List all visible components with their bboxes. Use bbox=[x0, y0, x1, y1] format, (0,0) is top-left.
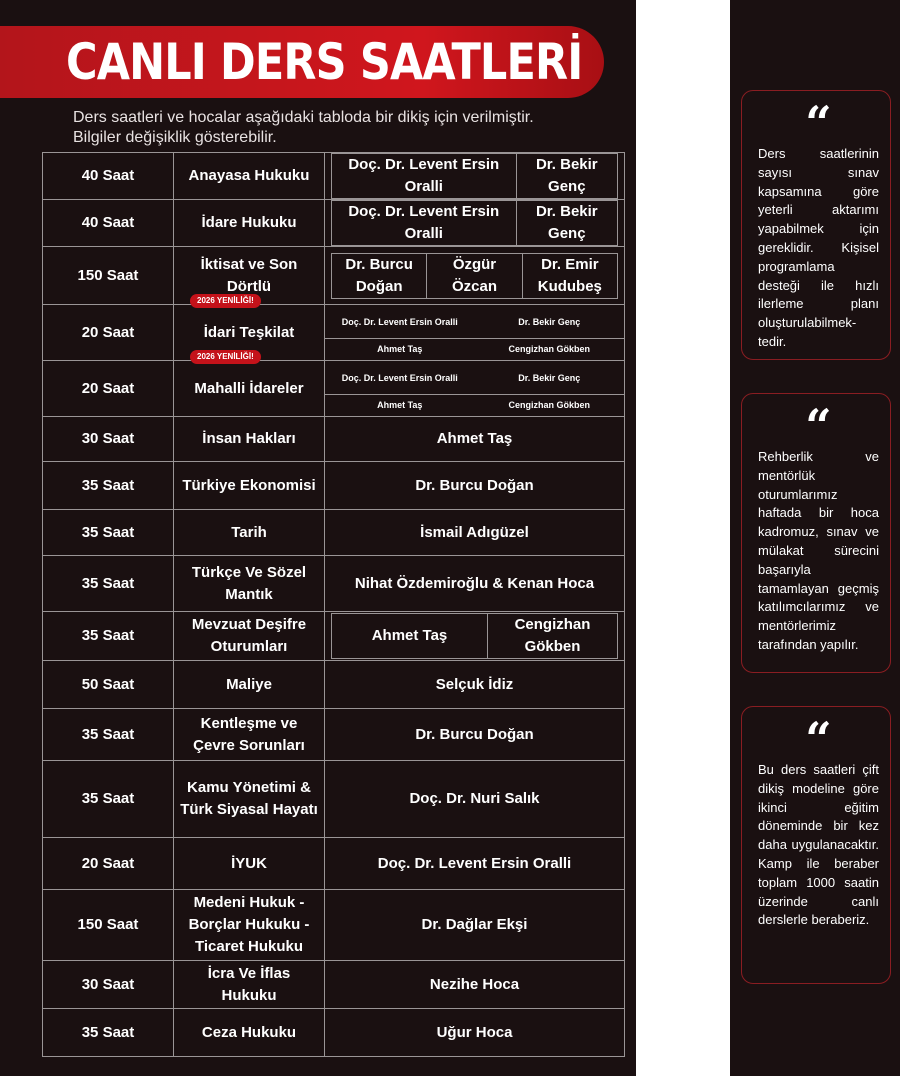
info-card bbox=[741, 90, 891, 360]
instructor-name: Ahmet Taş bbox=[332, 614, 488, 659]
instructor-name: Cengizhan Gökben bbox=[488, 614, 618, 659]
card-text: Ders saatlerinin sayısı sınav kapsamına göre yeterli aktarımı yapabilmek için gereklidir. Kişisel programlama desteği ile hızlı ilerleme planı oluşturulabilmek-tedir. bbox=[758, 146, 879, 349]
page-title: CANLI DERS SAATLERİ bbox=[66, 33, 583, 91]
instructor-cell bbox=[325, 612, 625, 661]
instructor-name: Doç. Dr. Levent Ersin Oralli bbox=[341, 316, 458, 327]
instructor-cell bbox=[325, 247, 625, 305]
instructor-cell: Dr. Burcu Doğan bbox=[325, 709, 625, 761]
new-badge: 2026 YENİLİĞİ! bbox=[190, 294, 261, 308]
table-row bbox=[43, 838, 625, 890]
card-text: Bu ders saatleri çift dikiş modeline göre ikinci eğitim döneminde bir kez daha uygulanacaktır. Kamp ile beraber toplam 1000 saatin üzerinde canlı derslerle beraberiz. bbox=[758, 762, 879, 928]
subject-cell: İYUK bbox=[174, 838, 325, 890]
subject-cell: İcra Ve İflas Hukuku bbox=[174, 961, 325, 1009]
instructor-name: Ahmet Taş bbox=[377, 399, 423, 410]
instructor-name: Dr. Emir Kudubeş bbox=[522, 253, 617, 298]
instructor-name: Özgür Özcan bbox=[427, 253, 522, 298]
instructor-cell bbox=[325, 153, 625, 200]
subject-label: İdari Teşkilat bbox=[203, 323, 295, 341]
subject-cell bbox=[174, 352, 325, 417]
subject-cell: Tarih bbox=[174, 510, 325, 556]
hours-cell: 150 Saat bbox=[43, 247, 174, 305]
table-row bbox=[43, 462, 625, 510]
table-row bbox=[43, 890, 625, 961]
hours-cell: 20 Saat bbox=[43, 838, 174, 890]
hours-cell: 20 Saat bbox=[43, 305, 174, 361]
table-row bbox=[43, 1009, 625, 1057]
white-strip bbox=[636, 0, 730, 1076]
table-row bbox=[43, 612, 625, 661]
subject-cell: Türkçe Ve Sözel Mantık bbox=[174, 556, 325, 612]
subject-cell: Kamu Yönetimi & Türk Siyasal Hayatı bbox=[174, 761, 325, 838]
instructor-cell: Uğur Hoca bbox=[325, 1009, 625, 1057]
subject-cell: İnsan Hakları bbox=[174, 417, 325, 462]
subject-cell: İdare Hukuku bbox=[174, 200, 325, 247]
table-row bbox=[43, 961, 625, 1009]
hours-cell: 35 Saat bbox=[43, 1009, 174, 1057]
instructor-cell bbox=[325, 361, 625, 417]
hours-cell: 40 Saat bbox=[43, 200, 174, 247]
instructor-name: Cengizhan Gökben bbox=[508, 343, 590, 354]
table-row bbox=[43, 200, 625, 247]
subject-cell: İktisat ve Son Dörtlü bbox=[174, 247, 325, 305]
hours-cell: 35 Saat bbox=[43, 761, 174, 838]
hours-cell: 35 Saat bbox=[43, 462, 174, 510]
subject-cell: Türkiye Ekonomisi bbox=[174, 462, 325, 510]
instructor-name: Dr. Bekir Genç bbox=[518, 372, 581, 383]
quote-icon: “ bbox=[805, 399, 832, 453]
instructor-cell bbox=[325, 200, 625, 247]
hours-cell: 150 Saat bbox=[43, 890, 174, 961]
table-row bbox=[43, 510, 625, 556]
hours-cell: 35 Saat bbox=[43, 556, 174, 612]
instructor-cell: Dr. Burcu Doğan bbox=[325, 462, 625, 510]
instructor-cell: Nezihe Hoca bbox=[325, 961, 625, 1009]
instructor-name: Doç. Dr. Levent Ersin Oralli bbox=[332, 154, 517, 199]
instructor-cell: Doç. Dr. Nuri Salık bbox=[325, 761, 625, 838]
hours-cell: 35 Saat bbox=[43, 709, 174, 761]
table-row bbox=[43, 661, 625, 709]
table-row bbox=[43, 153, 625, 200]
instructor-cell bbox=[325, 305, 625, 361]
instructor-name: Doç. Dr. Levent Ersin Oralli bbox=[332, 201, 517, 246]
quote-icon: “ bbox=[805, 712, 832, 766]
hours-cell: 30 Saat bbox=[43, 417, 174, 462]
subject-cell: Anayasa Hukuku bbox=[174, 153, 325, 200]
hours-cell: 30 Saat bbox=[43, 961, 174, 1009]
hours-cell: 20 Saat bbox=[43, 361, 174, 417]
instructor-cell: Nihat Özdemiroğlu & Kenan Hoca bbox=[325, 556, 625, 612]
subject-cell: Maliye bbox=[174, 661, 325, 709]
card-text: Rehberlik ve mentörlük oturumlarımız haftada bir hoca kadromuz, sınav ve mülakat sürecini başarıyla tamamlayan geçmiş katılımcılarımız ve mentörlerimiz tarafından yapılır. bbox=[758, 449, 879, 652]
instructor-cell: Doç. Dr. Levent Ersin Oralli bbox=[325, 838, 625, 890]
subject-cell: Mevzuat Deşifre Oturumları bbox=[174, 612, 325, 661]
instructor-cell: Ahmet Taş bbox=[325, 417, 625, 462]
hours-cell: 35 Saat bbox=[43, 612, 174, 661]
info-card bbox=[741, 393, 891, 673]
instructor-name: Cengizhan Gökben bbox=[508, 399, 590, 410]
subject-cell: Medeni Hukuk - Borçlar Hukuku - Ticaret Hukuku bbox=[174, 890, 325, 961]
instructor-cell: Selçuk İdiz bbox=[325, 661, 625, 709]
info-card bbox=[741, 706, 891, 984]
instructor-cell: Dr. Dağlar Ekşi bbox=[325, 890, 625, 961]
instructor-name: Ahmet Taş bbox=[377, 343, 423, 354]
subject-label: Mahalli İdareler bbox=[194, 379, 304, 397]
table-row bbox=[43, 709, 625, 761]
instructor-name: Dr. Bekir Genç bbox=[518, 316, 581, 327]
table-row bbox=[43, 361, 625, 417]
quote-icon: “ bbox=[805, 96, 832, 150]
instructor-name: Doç. Dr. Levent Ersin Oralli bbox=[341, 372, 458, 383]
hours-cell: 40 Saat bbox=[43, 153, 174, 200]
table-row bbox=[43, 247, 625, 305]
hours-cell: 35 Saat bbox=[43, 510, 174, 556]
new-badge: 2026 YENİLİĞİ! bbox=[190, 350, 261, 364]
instructor-cell: İsmail Adıgüzel bbox=[325, 510, 625, 556]
table-row bbox=[43, 305, 625, 361]
schedule-table bbox=[42, 152, 625, 1057]
subject-cell: Kentleşme ve Çevre Sorunları bbox=[174, 709, 325, 761]
table-row bbox=[43, 556, 625, 612]
hours-cell: 50 Saat bbox=[43, 661, 174, 709]
intro-text: Ders saatleri ve hocalar aşağıdaki tabloda bir dikiş için verilmiştir. Bilgiler değişiklik gösterebilir. bbox=[73, 109, 534, 146]
subject-cell: Ceza Hukuku bbox=[174, 1009, 325, 1057]
instructor-name: Dr. Burcu Doğan bbox=[332, 253, 427, 298]
table-row bbox=[43, 761, 625, 838]
instructor-name: Dr. Bekir Genç bbox=[516, 201, 617, 246]
instructor-name: Dr. Bekir Genç bbox=[516, 154, 617, 199]
table-row bbox=[43, 417, 625, 462]
